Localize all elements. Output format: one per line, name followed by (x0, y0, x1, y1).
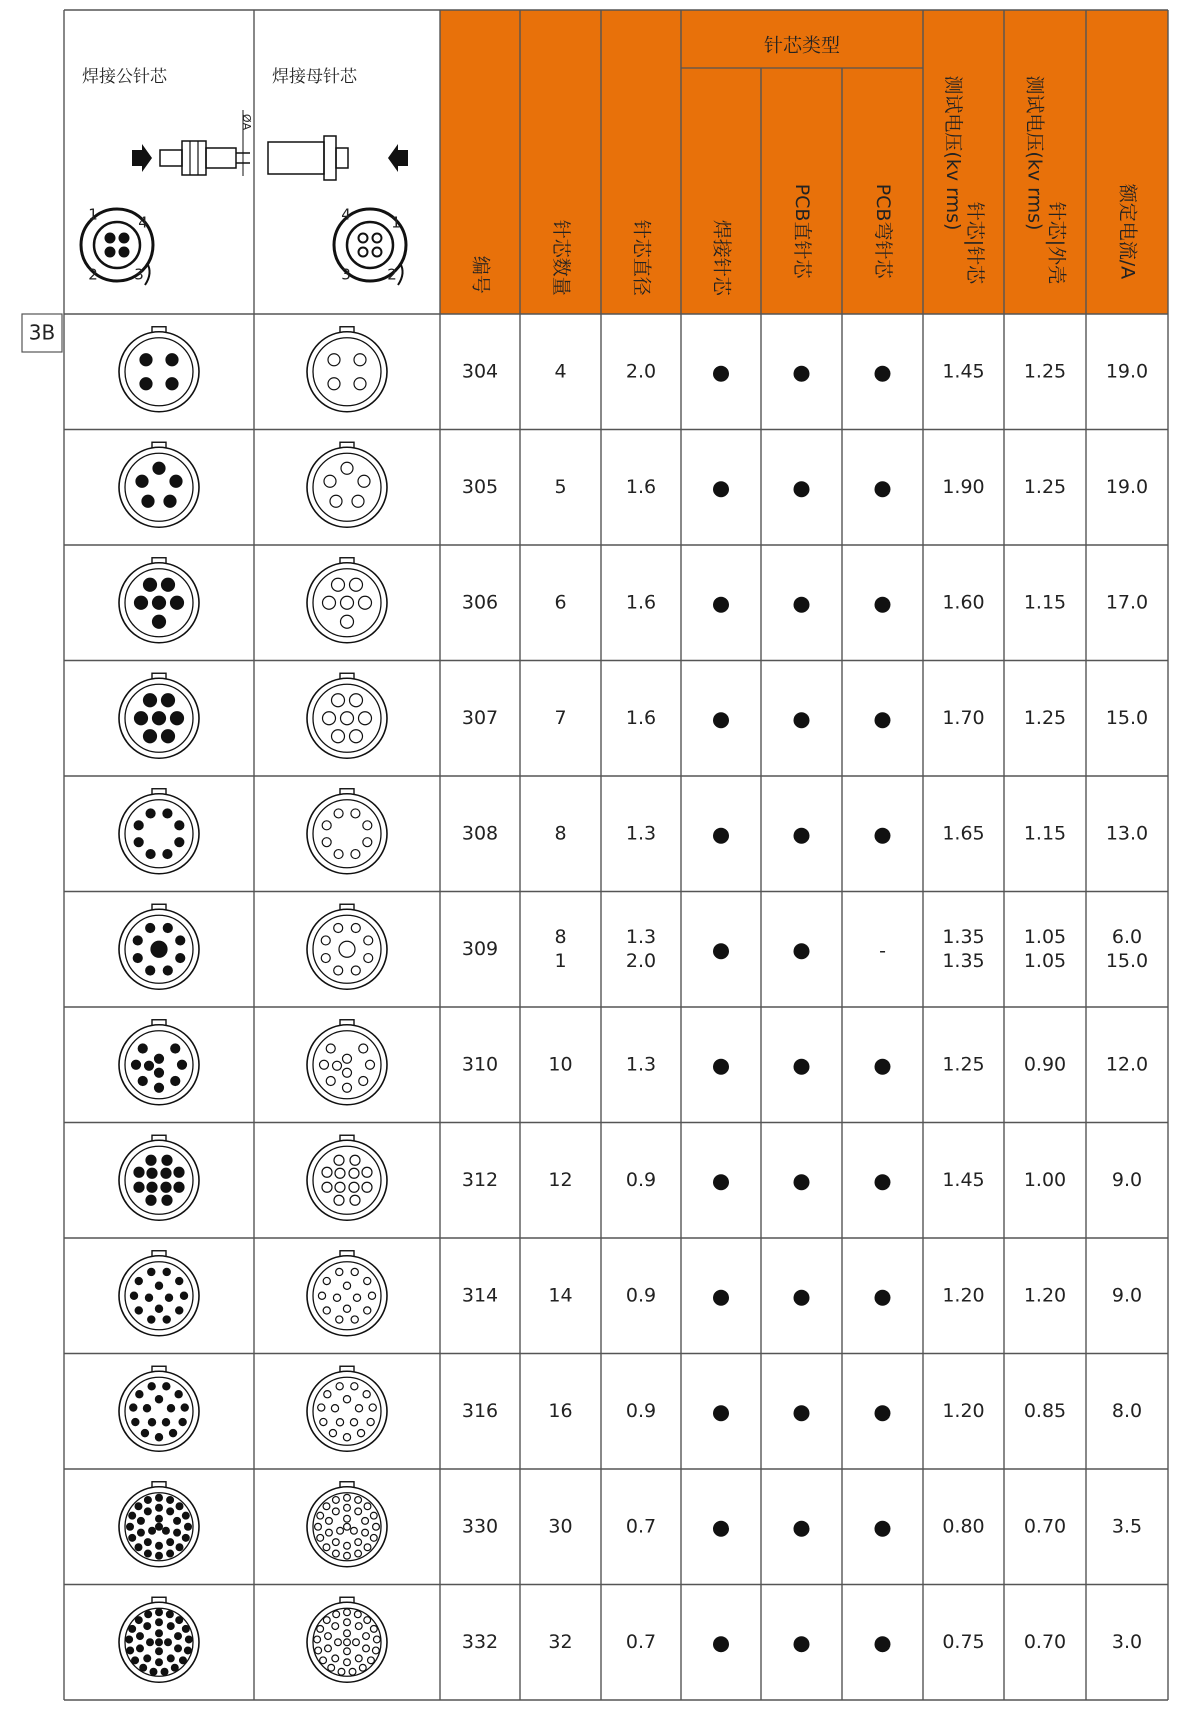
female-pin-side-drawing (268, 136, 408, 180)
cell-code: 314 (461, 1284, 499, 1307)
cell-code: 306 (461, 591, 499, 614)
cell-pcb-straight-mark (794, 1636, 810, 1652)
cell-solder-mark (713, 828, 729, 844)
cell-voltage-pin: 0.75 (942, 1630, 985, 1653)
female-connector-face-icon (307, 904, 387, 989)
section-tag: 3B (28, 320, 56, 345)
cell-code: 330 (461, 1515, 499, 1538)
col-pcb-straight-header-line: PCB直针芯 (791, 183, 813, 279)
table-row (119, 673, 1148, 758)
male-header-label: 焊接公针芯 (82, 67, 167, 87)
cell-solder-mark (713, 1405, 729, 1421)
cell-code: 305 (461, 475, 499, 498)
cell-current: 17.0 (1105, 591, 1149, 614)
cell-pcb-bent-mark (875, 1521, 891, 1537)
table-body (119, 327, 1148, 1683)
cell-pcb-straight-mark (794, 366, 810, 382)
col-pcb-straight-header (791, 184, 813, 280)
cell-diameter: 0.9 (625, 1168, 657, 1191)
female-connector-face-icon (307, 442, 387, 527)
table-row (119, 904, 1148, 989)
cell-count: 32 (548, 1630, 573, 1653)
cell-pcb-straight-mark (794, 943, 810, 959)
male-connector-face-icon (119, 327, 199, 412)
cell-voltage-pin: 1.35 (942, 925, 985, 948)
col-count-header-line: 针芯数量 (550, 219, 572, 296)
pin-number: 1 (88, 205, 98, 224)
cell-count: 14 (548, 1284, 573, 1307)
cell-voltage-pin: 0.80 (942, 1515, 985, 1538)
cell-current: 12.0 (1105, 1053, 1149, 1076)
female-connector-face-icon (307, 1020, 387, 1105)
cell-voltage-shell: 1.25 (1023, 360, 1067, 383)
dim-label: ØA (240, 113, 253, 131)
cell-count: 12 (548, 1168, 573, 1191)
female-connector-face-icon (307, 1597, 387, 1682)
cell-count: 10 (548, 1053, 573, 1076)
pin-number: 4 (341, 205, 351, 224)
cell-current: 19.0 (1105, 360, 1149, 383)
col-diameter-header-line: 针芯直径 (630, 219, 653, 296)
female-connector-face-icon (307, 789, 387, 874)
col-code-header-line: 编号 (469, 255, 492, 294)
cell-voltage-shell: 1.20 (1023, 1284, 1067, 1307)
col-solder-header-line: 焊接针芯 (710, 219, 733, 296)
cell-pcb-bent-mark (875, 366, 891, 382)
cell-diameter: 0.7 (625, 1515, 657, 1538)
cell-pcb-straight-mark (794, 1174, 810, 1190)
cell-code: 312 (461, 1168, 499, 1191)
cell-solder-mark (713, 1290, 729, 1306)
male-connector-face-icon (119, 1020, 199, 1105)
pin-number: 4 (138, 213, 148, 232)
cell-voltage-pin: 1.90 (942, 475, 985, 498)
cell-code: 309 (461, 937, 499, 960)
cell-current: 8.0 (1111, 1399, 1143, 1422)
cell-pcb-bent-mark (875, 597, 891, 613)
cell-pcb-straight-mark (794, 1290, 810, 1306)
cell-diameter: 1.3 (625, 925, 657, 948)
cell-pcb-straight-mark (794, 1521, 810, 1537)
cell-voltage-shell: 1.25 (1023, 706, 1067, 729)
col-voltage-pin-header-line: 针芯|针芯 (964, 201, 986, 285)
cell-current: 6.0 (1111, 925, 1143, 948)
cell-diameter: 1.3 (625, 1053, 657, 1076)
male-pin-side-drawing (132, 110, 253, 176)
cell-code: 304 (461, 360, 499, 383)
cell-count: 1 (554, 949, 567, 972)
cell-voltage-shell: 1.05 (1023, 949, 1067, 972)
pin-number: 3 (134, 265, 144, 284)
table-row (119, 1135, 1142, 1220)
cell-current: 19.0 (1105, 475, 1149, 498)
cell-voltage-pin: 1.35 (942, 949, 985, 972)
cell-solder-mark (713, 1059, 729, 1075)
cell-voltage-shell: 0.85 (1023, 1399, 1067, 1422)
col-voltage-shell-header-line: 针芯|外壳 (1045, 201, 1068, 285)
cell-count: 8 (554, 822, 567, 845)
cell-voltage-shell: 1.00 (1023, 1168, 1067, 1191)
male-connector-face-icon (119, 442, 199, 527)
cell-diameter: 1.6 (625, 475, 657, 498)
female-connector-face-icon (307, 1251, 387, 1336)
male-connector-face-icon (119, 1135, 199, 1220)
cell-voltage-shell: 0.70 (1023, 1515, 1067, 1538)
cell-code: 332 (461, 1630, 499, 1653)
cell-pcb-straight-mark (794, 1405, 810, 1421)
female-front-view-icon (334, 206, 406, 286)
cell-solder-mark (713, 1174, 729, 1190)
male-connector-face-icon (119, 789, 199, 874)
cell-voltage-pin: 1.20 (942, 1284, 985, 1307)
col-pcb-bent-header (872, 184, 894, 280)
cell-current: 9.0 (1111, 1168, 1143, 1191)
cell-pcb-bent-mark (875, 828, 891, 844)
cell-current: 15.0 (1105, 706, 1149, 729)
table-row (119, 1366, 1142, 1451)
table-row (119, 1597, 1142, 1682)
cell-voltage-pin: 1.60 (942, 591, 985, 614)
cell-pcb-straight-mark (794, 597, 810, 613)
cell-solder-mark (713, 1636, 729, 1652)
col-code-header (470, 256, 492, 294)
cell-code: 307 (461, 706, 499, 729)
col-diameter-header (631, 220, 653, 296)
col-current-header-line: 额定电流/A (1116, 183, 1139, 280)
table-row (119, 327, 1148, 412)
table-row (119, 1482, 1142, 1567)
cell-pcb-bent-mark (875, 1405, 891, 1421)
cell-diameter: 0.9 (625, 1284, 657, 1307)
male-connector-face-icon (119, 1482, 199, 1567)
cell-voltage-pin: 1.25 (942, 1053, 985, 1076)
cell-count: 6 (554, 591, 567, 614)
female-connector-face-icon (307, 558, 387, 643)
male-front-view-icon (81, 206, 153, 286)
cell-diameter: 0.9 (625, 1399, 657, 1422)
cell-diameter: 1.3 (625, 822, 657, 845)
cell-current: 13.0 (1105, 822, 1149, 845)
cell-pcb-bent-mark (875, 481, 891, 497)
cell-pcb-bent-mark (875, 712, 891, 728)
cell-voltage-shell: 0.70 (1023, 1630, 1067, 1653)
cell-current: 9.0 (1111, 1284, 1143, 1307)
cell-voltage-pin: 1.45 (942, 360, 985, 383)
male-connector-face-icon (119, 1251, 199, 1336)
cell-solder-mark (713, 943, 729, 959)
cell-voltage-shell: 1.15 (1023, 822, 1067, 845)
col-current-header (1117, 184, 1139, 279)
col-count-header (550, 220, 572, 296)
col-pcb-bent-header-line: PCB弯针芯 (872, 183, 894, 279)
col-solder-header (711, 220, 733, 297)
pin-number: 1 (391, 213, 401, 232)
table-row (119, 789, 1148, 874)
cell-count: 30 (548, 1515, 573, 1538)
table-row (119, 1251, 1142, 1336)
male-connector-face-icon (119, 673, 199, 758)
cell-code: 310 (461, 1053, 499, 1076)
col-voltage-pin-header-line: 测试电压(kv rms) (942, 75, 964, 231)
cell-current: 3.5 (1111, 1515, 1143, 1538)
cell-diameter: 2.0 (625, 360, 657, 383)
pin-number: 2 (387, 265, 397, 284)
cell-voltage-shell: 0.90 (1023, 1053, 1067, 1076)
cell-count: 4 (554, 360, 567, 383)
female-connector-face-icon (307, 1366, 387, 1451)
female-connector-face-icon (307, 673, 387, 758)
cell-pcb-bent-mark (875, 1174, 891, 1190)
pin-number: 3 (341, 265, 351, 284)
cell-diameter: 1.6 (625, 591, 657, 614)
col-type-group-header: 针芯类型 (763, 34, 841, 57)
cell-count: 16 (548, 1399, 573, 1422)
cell-voltage-shell: 1.25 (1023, 475, 1067, 498)
cell-pcb-bent-mark (875, 1290, 891, 1306)
male-connector-face-icon (119, 904, 199, 989)
cell-pcb-straight-mark (794, 828, 810, 844)
cell-pcb-bent-mark (875, 1059, 891, 1075)
cell-diameter: 2.0 (625, 949, 657, 972)
cell-current: 3.0 (1111, 1630, 1143, 1653)
cell-count: 5 (554, 475, 567, 498)
table-row (119, 1020, 1148, 1105)
male-connector-face-icon (119, 558, 199, 643)
cell-code: 316 (461, 1399, 499, 1422)
cell-diameter: 0.7 (625, 1630, 657, 1653)
male-connector-face-icon (119, 1597, 199, 1682)
cell-count: 7 (554, 706, 567, 729)
cell-pcb-straight-mark (794, 712, 810, 728)
col-voltage-shell-header-line: 测试电压(kv rms) (1023, 75, 1046, 231)
cell-code: 308 (461, 822, 499, 845)
female-connector-face-icon (307, 327, 387, 412)
cell-diameter: 1.6 (625, 706, 657, 729)
cell-current: 15.0 (1105, 949, 1149, 972)
cell-pcb-bent-mark: - (879, 939, 886, 962)
cell-solder-mark (713, 366, 729, 382)
cell-voltage-shell: 1.05 (1023, 925, 1067, 948)
table-row (119, 442, 1148, 527)
cell-solder-mark (713, 1521, 729, 1537)
cell-pcb-straight-mark (794, 481, 810, 497)
cell-voltage-pin: 1.45 (942, 1168, 985, 1191)
pin-number: 2 (88, 265, 98, 284)
cell-voltage-shell: 1.15 (1023, 591, 1067, 614)
male-connector-face-icon (119, 1366, 199, 1451)
cell-solder-mark (713, 481, 729, 497)
female-connector-face-icon (307, 1482, 387, 1567)
cell-pcb-straight-mark (794, 1059, 810, 1075)
cell-solder-mark (713, 597, 729, 613)
table-row (119, 558, 1148, 643)
cell-count: 8 (554, 925, 567, 948)
cell-pcb-bent-mark (875, 1636, 891, 1652)
female-header-label: 焊接母针芯 (272, 67, 357, 87)
cell-voltage-pin: 1.20 (942, 1399, 985, 1422)
cell-voltage-pin: 1.70 (942, 706, 985, 729)
female-connector-face-icon (307, 1135, 387, 1220)
cell-solder-mark (713, 712, 729, 728)
cell-voltage-pin: 1.65 (942, 822, 985, 845)
